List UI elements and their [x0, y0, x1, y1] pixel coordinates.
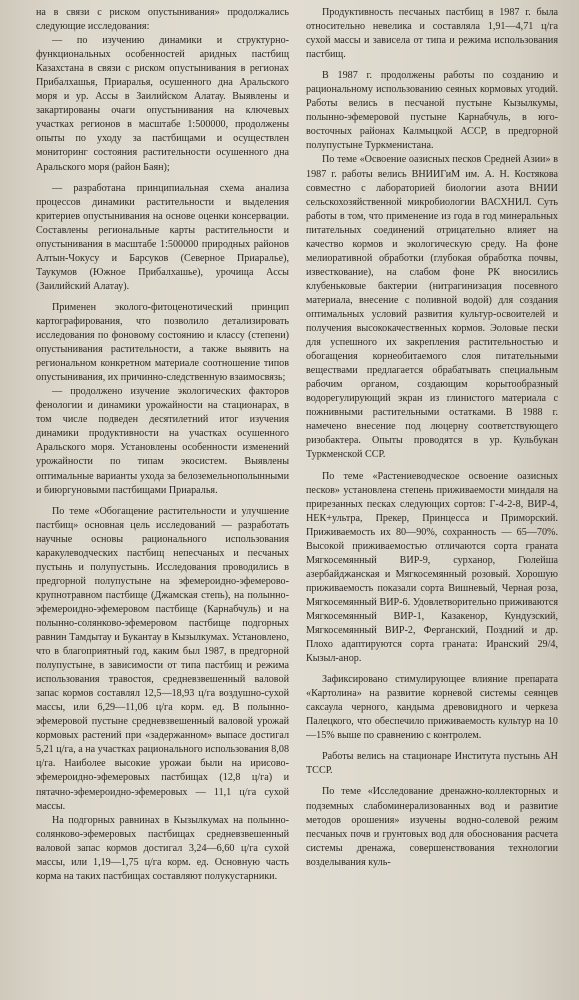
paragraph: Зафиксировано стимулирующее влияние препарата «Картолина» на развитие корневой системы сеянцев саксаула черного, кандыма древовидного и черкеза Палецкого, что обеспечило приживаемость культур на 10—15% выше по сравнению с контролем.	[306, 674, 558, 742]
right-text-column	[306, 6, 558, 996]
paragraph: По теме «Освоение оазисных песков Средней Азии» в 1987 г. работы велись ВНИИГиМ им. А. Н. Костякова совместно с лабораторией биологии азота ВНИИ сельскохозяйственной микробиологии ВАСХНИЛ. Суть работы в том, что применение из года в год минеральных питательных соединений отрицательно влияет на качество кормов и экологическую среду. На фоне мелиоративной обработки (глубокая обработка почвы, известкование), на слабом фоне РК вносились клубеньковые бактерии (нитрагинизация посевного материала, внесение с поливной водой) для создания оптимальных условий развития культур-освоителей и получения высококачественных кормов. Эоловые пески для успешного их закрепления растительностью и обогащения корнеобитаемого слоя питательными веществами предлагается обрабатывать специальным рабочим органом, создающим корытообразный водорегулирующий экран из глинистого материала с пожнивными растительными остатками. В 1988 г. намечено внесение под люцерну соответствующего ризобактера. Опыты проводятся в ур. Кульбукан Туркменской ССР.	[306, 154, 558, 461]
paragraph: В 1987 г. продолжены работы по созданию и рациональному использованию сеяных кормовых угодий. Работы велись в песчаной пустыне Кызылкумы, полынно-эфемеровой пустыне Карнабчуль, в юго-восточных районах Калмыцкой АССР, в предгорной полупустыне Туркменистана.	[306, 70, 558, 152]
paragraph: — разработана принципиальная схема анализа процессов динамики растительности и выделения критериев опустынивания на основе оценки консервации. Составлены региональные карты растительности и опустынивания в масштабе 1:500000 природных районов Алтын-Чокусу и Барсуков (Северное Приаралье), Таукумов (Южное Прибалхашье), урочища Ассы (Заилийский Алатау).	[36, 182, 289, 292]
paragraph: Применен эколого-фитоценотический принцип картографирования, что позволило детализировать исследования по фоновому состоянию и классу (степени) опустынивания растительности, а также выявить на региональном конкретном материале соотношение типов опустынивания, их причинно-следственную взаимосвязь;	[36, 301, 289, 384]
paragraph: Работы велись на стационаре Института пустынь АН ТССР.	[306, 751, 558, 777]
paragraph: на в связи с риском опустынивания» продолжались следующие исследования:	[36, 7, 289, 33]
paragraph: По теме «Растениеводческое освоение оазисных песков» установлена степень приживаемости миндаля на прирезанных песках следующих сортов: Г-4-2-8, ВИР-4, НЕК+ультра, Прекер, Принцесса и Приморский. Приживаемость их 80—90%, сохранность — 65—70%. Высокой приживаемостью отличаются сорта граната Мягкосемянный ВИР-9, сурханор, Гюлейша азербайджанская и Мягкосемянный розовый. Хорошую приживаемость показали сорта Вишневый, Черная роза, Мягкосемянный ВИР-6. Удовлетворительно приживаются Мягкосемянный ВИР-1, Казакенор, Кундузский, Мягкосемянный ВИР-2, Ферганский, Поздний и др. Плохо адаптируются сорта граната: Иранский 29/4, Кызыл-анор.	[306, 470, 558, 665]
paragraph: На подгорных равнинах в Кызылкумах на полынно-солянково-эфемеровых пастбищах средневзвешенный валовой запас кормов достигал 3,24—6,60 ц/га сухой массы, или 1,19—1,75 ц/га корм. ед. Основную часть корма на таких пастбищах составляют полукустарники.	[36, 814, 289, 882]
paragraph: По теме «Исследование дренажно-коллекторных и подземных слабоминерализованных вод и развитие методов орошения» изучены водно-солевой режим песчаных почв и грунтовых вод для обоснования расчета системы дренажа, совершенствования технологии возделывания куль-	[306, 786, 558, 868]
left-text-column	[36, 6, 289, 996]
paragraph: По теме «Обогащение растительности и улучшение пастбищ» основная цель исследований — разработать научные основы рационального использования каракулеводческих пастбищ непесчаных и песчаных пустынь и полупустынь. Исследования проводились в предгорной полупустыне на эфемероидно-эфемерово-крупнотравном пастбище (Джамская степь), на полынно-эфемероидно-эфемеровом пастбище (Карнабчуль) и на полынно-солянково-эфемеровом пастбище подгорных равнин Тамдытау и Букантау в Кызылкумах. Установлено, что в благоприятный год, каким был 1987, в предгорной полупустыне, в зависимости от типа пастбищ и режима использования травостоя, средневзвешенный валовой запас кормов составлял 12,5—18,93 ц/га воздушно-сухой массы, или 6,29—11,06 ц/га корм. ед. В полынно-эфемеровой пустыне средневзвешенный валовой урожай кормовых растений при «задержанном» выпасе достигал 5,21 ц/га, а на участках рационального использования 8,08 ц/га. Наиболее высокие урожаи были на ирисово-эфемероидно-эфемеровых пастбищах (12,8 ц/га) и пятачно-эфемероидно-эфемеровых — 11,1 ц/га сухой массы.	[36, 505, 289, 812]
paragraph: — продолжено изучение экологических факторов фенологии и динамики урожайности на стационарах, в том числе подведен десятилетний итог изучения динамики продуктивности на участках осушенного Аральского моря. Установлены особенности изменений урожайности по типам экосистем. Выявлены оптимальные варианты ухода за белоземельнополынными и биюргуновыми пастбищами Приаралья.	[36, 386, 289, 496]
paragraph: Продуктивность песчаных пастбищ в 1987 г. была относительно невелика и составляла 1,91—4,71 ц/га сухой массы и зависела от типа и режима использования пастбищ.	[306, 7, 558, 61]
paragraph: — по изучению динамики и структурно-функциональных особенностей аридных пастбищ Казахстана в связи с риском опустынивания в регионах Прибалхашья, Приаралья, осушенного дна Аральского моря и ур. Ассы в Заилийском Алатау. Выявлены и закартированы очаги опустынивания на ключевых участках регионов в масштабе 1:500000, продолжены опыты по уходу за пастбищами и осуществлен мониторинг состояния растительности осушенного дна Аральского моря (район Баян);	[36, 35, 289, 173]
